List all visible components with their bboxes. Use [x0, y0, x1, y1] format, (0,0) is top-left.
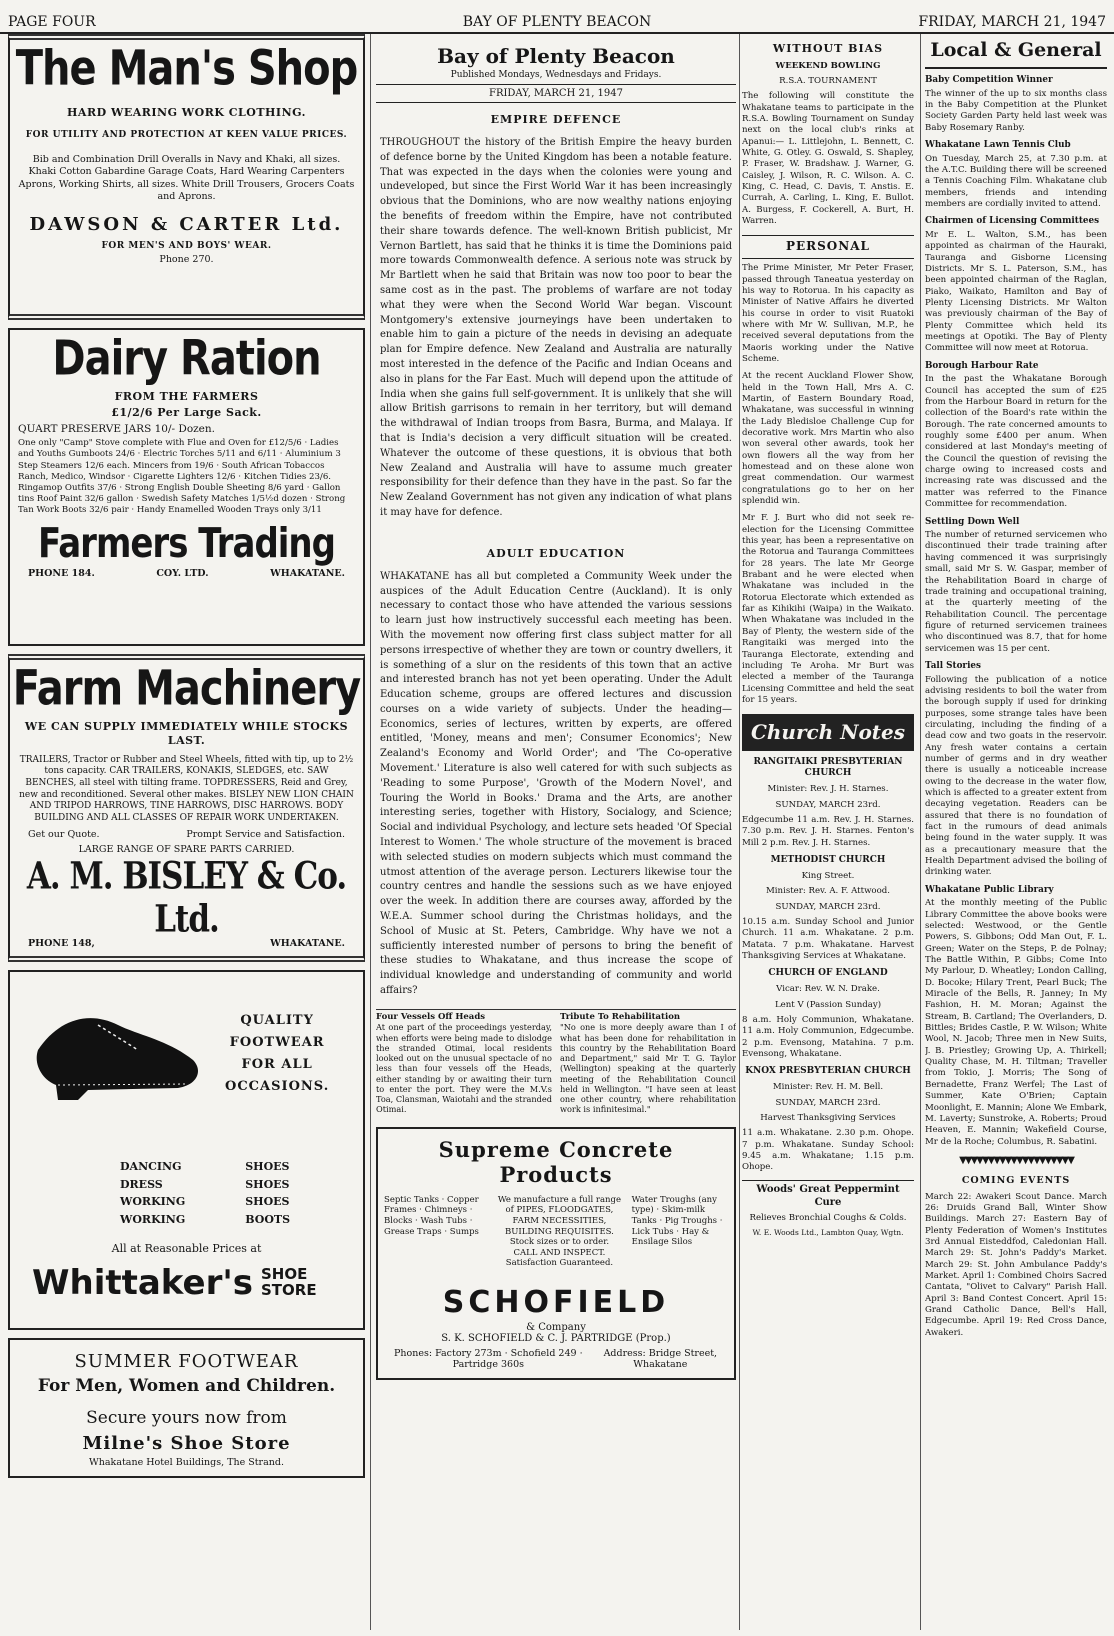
shoe-illustration: QUALITY FOOTWEAR FOR ALL OCCASIONS.: [10, 972, 363, 1122]
church-minister: Minister: Rev. J. H. Starnes.: [767, 784, 889, 795]
church-name: KNOX PRESBYTERIAN CHURCH: [745, 1066, 911, 1077]
ad-subhead: WE CAN SUPPLY IMMEDIATELY WHILE STOCKS LAST.: [24, 720, 349, 748]
ad-firm: Whittaker's SHOE STORE: [32, 1262, 317, 1303]
ad-firm: Farmers Trading: [38, 520, 335, 569]
church-times: 11 a.m. Whakatane. 2.30 p.m. Ohope. 7 p.m. Whakatane. Sunday School: 9.45 a.m. Whakatane; 1.15 p.m. Ohope.: [742, 1128, 914, 1173]
ad-body: One only "Camp" Stove complete with Flue and Oven for £12/5/6 · Ladies and Youths Gumboots 24/6 · Electric Torches 5/11 and 6/11 · Aluminium 3 Step Steamers 12/6 each. Mincers from 19/6 · South African Tobaccos Ranch, Medico, Windsor · Cigarette Lighters 12/6 · Kitchen Tidies 23/6. Ringamop Outfits 37/6 · Strong English Double Sheeting 8/6 yard · Gallon tins Roof Paint 32/6 gallon · Swedish Safety Matches 1/5½d dozen · Strong Tan Work Boots 32/6 pair · Handy Enamelled Wooden Trays only 3/11: [18, 438, 346, 516]
church-minister: Minister: Rev. A. F. Attwood.: [765, 886, 891, 897]
church-notes-banner: Church Notes: [742, 714, 914, 750]
whittakers-ad: [8, 970, 365, 1330]
item-body: Following the publication of a notice advising residents to boil the water from the borough supply if used for drinking purposes, some strange tales have been circulating, including the finding of a dead cow and two goats in the reservoir. Any fresh water contains a certain number of germs and in dry weather there is usually a noticeable increase owing to the decrease in the water flow, which is affected to a greater extent from decaying vegetation. Readers can be assured that there is no foundation of fact in the rumours of dead animals being found in the water supply. It was as a precautionary measure that the Health Department advised the boiling of drinking water.: [925, 674, 1107, 878]
section-heading: COMING EVENTS: [961, 1175, 1071, 1187]
ad-body: Bib and Combination Drill Overalls in Navy and Khaki, all sizes. Khaki Cotton Gabardine Garage Coats, Hard Wearing Carpenters Aprons, Working Shirts, all sizes. White Drill Trousers, Grocers Coats and Aprons.: [18, 153, 355, 203]
church-times: Edgecumbe 11 a.m. Rev. J. H. Starnes. 7.30 p.m. Rev. J. H. Starnes. Fenton's Mill 2 p.m. Rev. J. H. Starnes.: [742, 815, 914, 848]
church-name: METHODIST CHURCH: [770, 855, 886, 866]
item-body: At the monthly meeting of the Public Library Committee the above books were selected: Westwood, or the Gentle Powers, S. Gibbons; Odd Man Out, F. L. Green; Water on the Steps, P. de Polnay; The Battle Within, P. Gibbs; Come Into My Parlour, D. Wheatley; London Calling, D. Bocoke; Hilary Trent, Pearl Buck; The Miracle of the Bells, R. Janney; In My Fashion, H. M. Moran; Against the Stream, B. Cartland; The Overlanders, D. Bittles; Brides Castle, P. W. Wilson; White Wool, N. Jacob; Three men in New Suits, J. B. Priestley; Growing Up, A. Thirkell; Quality Chase, M. H. Tiltman; Traveller from Tokio, J. Morris; The Song of Bernadette, Franz Werfel; The Last of Summer, Kate O'Brien; Captain Moonlight, E. Mannin; Alone We Embark, M. Laverty; Sunstroke, A. Roberts; Proud Heaven, E. Mannin; Wakefield Course, Mr de la Roche; Columbus, R. Sabatini.: [925, 898, 1107, 1147]
article-body: Mr F. J. Burt who did not seek re-election for the Licensing Committee this year, has been a representative on the Rotorua and Tauranga Committees for 28 years. The late Mr George Brabant and he were elected when Whakatane was included in the Rotorua Electorate which extended as far as Kihikihi (Waipa) in the Waikato. When Whakatane was included in the Bay of Plenty, the western side of the Rangitaiki was merged into the Tauranga Electorate, extending and including Te Aroha. Mr Burt was elected a member of the Tauranga Licensing Committee and held the seat for 15 years.: [742, 513, 914, 705]
ad-title: SUMMER FOOTWEAR: [74, 1351, 299, 1372]
item-body: In the past the Whakatane Borough Council has accepted the sum of £25 from the Harbour Board in return for the collection of the Board's rate within the Borough. The rate concerned amounts to roughly some £400 per anum. When considered at last Monday's meeting of the Council the question of revising the charge owing to increased costs and increasing rate was discussed and the matter was referred to the Finance Committee for recommendation.: [925, 374, 1107, 510]
ad-firm: SCHOFIELD: [442, 1285, 670, 1321]
ad-list: Water Troughs (any type) · Skim-milk Tanks · Pig Troughs · Lick Tubs · Hay & Ensilage Silos: [631, 1194, 723, 1248]
ad-footer: PHONE 184. COY. LTD. WHAKATANE.: [28, 568, 345, 580]
shoe-icon: [28, 980, 208, 1120]
ad-title: The Man's Shop: [15, 41, 358, 97]
ad-firm: Milne's Shoe Store: [82, 1432, 291, 1454]
ad-phone: Phones: Factory 273m · Schofield 249 · Partridge 360s: [394, 1348, 583, 1371]
church-times: 8 a.m. Holy Communion, Whakatane. 11 a.m. Holy Communion, Edgecumbe. 2 p.m. Evensong, Matahina. 7 p.m. Evensong, Whakatane.: [742, 1014, 914, 1059]
section-heading: Local & General: [925, 34, 1107, 69]
section-heading: WITHOUT BIAS: [772, 42, 884, 55]
newspaper-name: BAY OF PLENTY BEACON: [462, 14, 652, 30]
item-heading: Settling Down Well: [925, 516, 1020, 527]
news-item: Four Vessels Off Heads At one part of the proceedings yesterday, when efforts were being made to dislodge the stranded Otimai, local residents looked out on the unusual spectacle of no less than four vessels off the Heads, either standing by or awaiting their turn to enter the port. They were the M.V.s Toa, Clansman, Waiotahi and the stranded Otimai.: [376, 1011, 552, 1115]
news-column: [742, 34, 914, 1630]
paper-title: Bay of Plenty Beacon: [437, 44, 675, 68]
news-item: Tribute To Rehabilitation "No one is more deeply aware than I of what has been done for rehabilitation in this country by the Rehabilitation Board and Department," said Mr T. G. Taylor (Wellington) speaking at the quarterly meeting of the Rehabilitation Council held in Wellington. "I have seen at least one other country, where rehabilitation work is infinitesimal.": [560, 1011, 736, 1115]
ad-line: S. K. SCHOFIELD & C. J. PARTRIDGE (Prop.): [441, 1333, 671, 1345]
church-date: SUNDAY, MARCH 23rd.: [775, 799, 881, 810]
ad-line: Secure yours now from: [86, 1408, 287, 1429]
ad-title: Farm Machinery: [12, 661, 361, 717]
item-body: Mr E. L. Walton, S.M., has been appointed as chairman of the Hauraki, Tauranga and Gisborne Licensing Districts. Mr S. L. Paterson, S.M., has been appointed chairman of the Raglan, Piako, Waikato, Hamilton and Bay of Plenty Licensing Districts. Mr Walton was previously chairman of the Bay of Plenty Committee which held its meetings at Opotiki. The Bay of Plenty Committee will now meet at Rotorua.: [925, 230, 1107, 354]
ad-line: QUART PRESERVE JARS 10/- Dozen.: [18, 422, 215, 435]
church-name: RANGITAIKI PRESBYTERIAN CHURCH: [753, 756, 903, 779]
article-body: WHAKATANE has all but completed a Community Week under the auspices of the Adult Education Centre (Auckland). It is only necessary to contact those who have attended the various sessions to learn just how instructively successful each meeting has been. With the movement now offering first class subject matter for all persons irrespective of whether they are town or country dwellers, it is something of a slur on the residents of this town that an active and interested branch has not yet been operating. Under the Adult Education scheme, groups are offered lectures and discussion courses on a wide variety of subjects. Under the heading—Economics, series of lectures, written by experts, are offered entitled, 'Money, means and men'; Consumer Economics'; New Zealand's Economy and World Order'; and 'The Co-operative Movement.' Literature is also well catered for with such subjects as 'Reading to some Purpose', 'Growth of the Modern Novel', and Touring the World in Books.' Drama and the Arts, are another interesting series, together with History, Socialogy, and Science; Social and individual Psychology, and lecture sets headed 'Of Special Interest to Women.' The whole structure of the movement is braced with selected studies on modern subjects which must command the utmost attention of the average person. Lecturers likewise tour the country centres and handle the sessions such as we have enjoyed over the week. In addition there are courses away, afforded by the W.E.A. Summer school during the Christmas holidays, and the School of Music at St. Peters, Cambridge. Why have we not a sufficiently interested number of persons to bring the benefit of these studies to Whakatane, and thus increase the scope of individual knowledge and understanding of community and world affairs?: [380, 570, 732, 997]
ad-list: Septic Tanks · Copper Frames · Chimneys · Blocks · Wash Tubs · Grease Traps · Sumps: [384, 1194, 479, 1237]
editorial-date: FRIDAY, MARCH 21, 1947: [376, 84, 736, 103]
shoe-list: DANCING DRESS WORKING WORKING SHOES SHOES SHOES BOOTS: [120, 1160, 291, 1226]
church-service: Harvest Thanksgiving Services: [760, 1112, 896, 1123]
short-items: [376, 1009, 736, 1115]
ad-firm: DAWSON & CARTER Ltd.: [29, 214, 344, 236]
publication-schedule: Published Mondays, Wednesdays and Fridays.: [450, 70, 662, 80]
ad-line: LARGE RANGE OF SPARE PARTS CARRIED.: [78, 843, 295, 855]
ad-tagline: HARD WEARING WORK CLOTHING.: [67, 106, 306, 119]
article-body: The Prime Minister, Mr Peter Fraser, passed through Taneatua yesterday on his way to Rotorua. In his capacity as Minister of Native Affairs he diverted his course in order to visit Ruatoki where with Mr W. Sullivan, M.P., he received several deputations from the Maoris working under the Native Scheme.: [742, 263, 914, 364]
ad-price: £1/2/6 Per Large Sack.: [111, 406, 262, 420]
item-heading: Chairmen of Licensing Committees: [925, 216, 1100, 227]
ad-line: Get our Quote. Prompt Service and Satisfaction.: [28, 828, 345, 840]
milnes-ad: [8, 1338, 365, 1478]
divider: ▼▼▼▼▼▼▼▼▼▼▼▼▼▼▼▼▼▼▼▼: [959, 1154, 1073, 1166]
item-heading: Borough Harbour Rate: [925, 360, 1039, 371]
ad-subhead: FROM THE FARMERS: [114, 390, 259, 403]
church-times: 10.15 a.m. Sunday School and Junior Church. 11 a.m. Whakatane. 2 p.m. Matata. 7 p.m. Whakatane. Harvest Thanksgiving Services at Whakatane.: [742, 916, 914, 962]
article-heading: ADULT EDUCATION: [486, 546, 626, 560]
mans-shop-ad: [8, 34, 365, 320]
church-minister: Minister: Rev. H. M. Bell.: [772, 1082, 884, 1093]
item-heading: Whakatane Lawn Tennis Club: [925, 140, 1071, 151]
local-general-column: [925, 34, 1107, 1630]
ad-body: We manufacture a full range of PIPES, FLOODGATES, FARM NECESSITIES, BUILDING REQUISITES. Stock sizes or to order. CALL AND INSPECT. Satisfaction Guaranteed.: [497, 1194, 621, 1269]
ad-line: & Company: [526, 1322, 586, 1334]
church-minister: Vicar: Rev. W. N. Drake.: [776, 984, 880, 995]
ad-address: W. E. Woods Ltd., Lambton Quay, Wgtn.: [752, 1228, 904, 1238]
article-body: At the recent Auckland Flower Show, held in the Town Hall, Mrs A. C. Martin, of Eastern Boundary Road, Whakatane, was successful in winning the Lady Bledisloe Challenge Cup for decorative work. Mrs Martin who also won several other awards, took her own flowers all the way from her homestead and on these alone won great commendation. Our warmest congratulations go to her on her splendid win.: [742, 371, 914, 507]
section-heading: PERSONAL: [742, 235, 914, 259]
article-body: The following will constitute the Whakatane teams to participate in the R.S.A. Bowling Tournament on Sunday next on the local club's rinks at Apanui:— L. Littlejohn, L. Bennett, C. White, G. Otley. G. Oswald, S. Shapley, P. Fraser, W. Bradshaw. J. Warner, G. Caisley, J. Wilson, R. C. Wilson. A. C. King, C. Head, C. Davis, T. Anstis. E. Currah, A. Carling, L. King, E. Bullot. A. Burgess, F. Cockerell, A. Burt, H. Warren.: [742, 91, 914, 226]
ad-footer: PHONE 148, WHAKATANE.: [28, 938, 345, 950]
ad-subhead: FOR UTILITY AND PROTECTION AT KEEN VALUE PRICES.: [25, 130, 348, 141]
ad-line: FOR MEN'S AND BOYS' WEAR.: [101, 240, 272, 251]
advertisement-column: [8, 34, 365, 1630]
item-heading: Baby Competition Winner: [925, 75, 1053, 86]
item-body: The number of returned servicemen who discontinued their trade training after having commenced it was surprisingly small, said Mr S. W. Gaspar, member of the Rehabilitation Board in charge of trade training and occupational training, at the quarterly meeting of the Rehabilitation Council. The percentage figure of returned servicemen trainees who discontinued was 8.7, that for home servicemen was 15 per cent.: [925, 530, 1107, 654]
issue-date: FRIDAY, MARCH 21, 1947: [918, 14, 1106, 30]
ad-title: Supreme Concrete Products: [438, 1136, 674, 1187]
item-heading: Whakatane Public Library: [925, 884, 1054, 895]
ad-address: Address: Bridge Street, Whakatane: [603, 1348, 718, 1371]
cure-ad: Woods' Great Peppermint Cure: [742, 1180, 914, 1209]
ad-line: All at Reasonable Prices at: [111, 1242, 262, 1256]
church-date: SUNDAY, MARCH 23rd.: [775, 1097, 881, 1108]
sub-heading: WEEKEND BOWLING: [775, 60, 881, 71]
dairy-ration-ad: [8, 328, 365, 646]
church-address: King Street.: [801, 870, 855, 881]
article-body: THROUGHOUT the history of the British Empire the heavy burden of defence borne by the United Kingdom has been a notable feature. That was expected in the days when the colonies were young and undeveloped, but since the First World War it has been increasingly obvious that the Dominions, who are now wealthy nations enjoying the benefits of freedom within the Empire, have not contributed their share towards defence. The well-known British publicist, Mr Vernon Bartlett, has said that he thinks it is time the Dominions paid more towards Commonwealth defence. A serious note was struck by Mr Bartlett when he said that Britain was now too poor to bear the same cost as in the past. The problems of warfare are not today what they were when the Second World War began. Viscount Montgomery's extensive journeyings have been undertaken to enable him to gain a picture of the needs in devising an adequate plan for Empire defence. New Zealand and Australia are naturally most interested in the defence of the Pacific and Indian Oceans and also in plans for the Far East. Much will depend upon the attitude of India when she gains full self-government. It is unlikely that she will allow British garrisons to remain in her territory, but will demand the withdrawal of Indian troops from Basra, Burma, and Malaya. If that is India's decision a very difficult situation will be created. Whatever the outcome of these questions, it is obvious that both New Zealand and Australia will have to assume much greater responsibility for their defence than they have in the past. So far the New Zealand Government has not given any indication of what plans it may have for defence.: [380, 137, 732, 518]
ad-phone: Phone 270.: [159, 254, 214, 266]
ad-firm: A. M. BISLEY & Co. Ltd.: [26, 854, 347, 942]
item-body: On Tuesday, March 25, at 7.30 p.m. at the A.T.C. Building there will be screened a Tennis Coaching Film. Whakatane club members, friends and intending members are cordially invited to attend.: [925, 153, 1107, 210]
farm-machinery-ad: [8, 654, 365, 962]
ad-address: Whakatane Hotel Buildings, The Strand.: [89, 1456, 284, 1468]
concrete-ad: [376, 1127, 736, 1380]
ad-line: Relieves Bronchial Coughs & Colds.: [749, 1212, 907, 1223]
page-number: PAGE FOUR: [8, 14, 96, 30]
masthead: [0, 6, 1114, 34]
article-heading: EMPIRE DEFENCE: [490, 113, 622, 126]
ad-body: TRAILERS, Tractor or Rubber and Steel Wheels, fitted with tip, up to 2½ tons capacity. CAR TRAILERS, KONAKIS, SLEDGES, etc. SAW BENCHES, all steel with tilting frame. TOPDRESSERS, Reid and Grey, new and reconditioned. Several other makes. BISLEY NEW LION CHAIN AND TRIPOD HARROWS, TINE HARROWS, DISC HARROWS. BODY BUILDING AND ALL CLASSES OF REPAIR WORK UNDERTAKEN.: [19, 754, 354, 824]
church-date: SUNDAY, MARCH 23rd.: [775, 901, 881, 912]
item-body: The winner of the up to six months class in the Baby Competition at the Plunket Society Garden Party held last week was Baby Rosemary Ranby.: [925, 88, 1107, 133]
events-list: March 22: Awakeri Scout Dance. March 26: Druids Grand Ball, Winter Show Buildings. March 27: Eastern Bay of Plenty Federation of Women's Institutes 3rd Annual Eisteddfod, Caledonian Hall. March 29: St. John's Paddy's Market. March 29: St. John Ambulance Paddy's Market. April 1: Combined Choirs Sacred Cantata, "Olivet to Calvary" Parish Hall. April 3: Band Contest Concert. April 15: Grand Catholic Dance, Bell's Hall, Edgecumbe. April 19: Red Cross Dance, Awakeri.: [925, 1191, 1107, 1338]
sub-heading: R.S.A. TOURNAMENT: [779, 75, 877, 86]
church-date: Lent V (Passion Sunday): [774, 999, 882, 1010]
ad-subhead: For Men, Women and Children.: [37, 1376, 336, 1397]
church-name: CHURCH OF ENGLAND: [768, 968, 888, 979]
ad-title: Dairy Ration: [52, 331, 321, 387]
editorial-column: [376, 34, 736, 1630]
item-heading: Tall Stories: [925, 660, 981, 671]
